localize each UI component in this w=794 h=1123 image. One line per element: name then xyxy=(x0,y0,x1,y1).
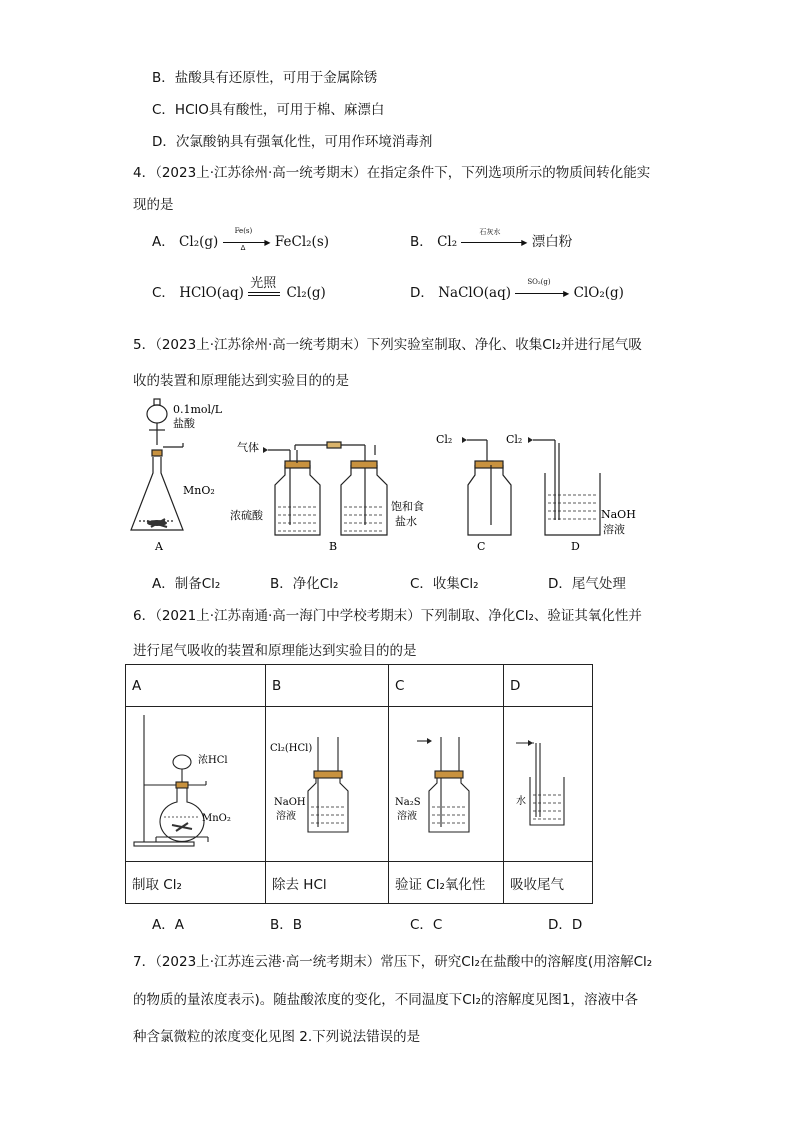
q6-option-d: D．D xyxy=(548,917,583,933)
label-mno2: MnO₂ xyxy=(183,484,215,497)
label-naoh: NaOH xyxy=(274,797,306,808)
apparatus-d xyxy=(533,440,600,535)
product: Cl₂(g) xyxy=(286,285,326,301)
label-sat-brine-2: 盐水 xyxy=(395,515,417,528)
label-sat-brine-1: 饱和食 xyxy=(391,500,424,513)
reaction-arrow: SO₂(g) ▶ xyxy=(515,286,569,300)
q7-line1: 7．（2023上·江苏连云港·高一统考期末）常压下，研究Cl₂在盐酸中的溶解度(用溶解Cl₂ xyxy=(133,954,653,970)
label-a: A xyxy=(155,540,163,553)
label-mno2: MnO₂ xyxy=(202,813,231,824)
q5-option-d: D．尾气处理 xyxy=(548,576,626,592)
label-solution-b: 溶液 xyxy=(276,811,296,822)
reactant: Cl₂(g) xyxy=(179,234,219,250)
label-gas-in: 气体 xyxy=(237,441,259,454)
q4-stem-line1: 4．（2023上·江苏徐州·高一统考期末）在指定条件下，下列选项所示的物质间转化能实 xyxy=(133,165,651,181)
q3-option-c: C．HClO具有酸性，可用于棉、麻漂白 xyxy=(152,102,385,118)
q3-option-b: B．盐酸具有还原性，可用于金属除锈 xyxy=(152,70,378,86)
q4-option-a xyxy=(152,227,330,252)
apparatus-b xyxy=(268,442,387,535)
reactant: HClO(aq) xyxy=(179,285,244,301)
caption-d: 吸收尾气 xyxy=(504,862,593,904)
q5-apparatus-diagram xyxy=(125,395,645,560)
label-hcl: 盐酸 xyxy=(173,417,195,430)
caption-c: 验证 Cl₂氧化性 xyxy=(389,862,504,904)
header-b: B xyxy=(266,665,389,707)
q6-stem-line2: 进行尾气吸收的装置和原理能达到实验目的的是 xyxy=(133,643,417,659)
caption-a: 制取 Cl₂ xyxy=(126,862,266,904)
table-header-row xyxy=(126,665,593,707)
q5-stem-line2: 收的装置和原理能达到实验目的的是 xyxy=(133,373,349,389)
header-d: D xyxy=(504,665,593,707)
caption-b: 除去 HCl xyxy=(266,862,389,904)
q4-option-c xyxy=(152,276,326,301)
reaction-arrow: 石灰水 ▶ xyxy=(461,235,527,249)
reactant: Cl₂ xyxy=(437,234,458,250)
product: 漂白粉 xyxy=(531,234,573,250)
apparatus-a-diagram xyxy=(126,707,259,857)
diagram-cell-c xyxy=(389,707,504,862)
header-a: A xyxy=(126,665,266,707)
q6-option-b: B．B xyxy=(270,917,303,933)
label-concentration: 0.1mol/L xyxy=(173,403,223,416)
reaction-arrow: 光照 xyxy=(248,286,282,300)
label-conc-hcl: 浓HCl xyxy=(198,755,228,766)
apparatus-c-diagram xyxy=(389,707,497,857)
apparatus-c xyxy=(467,440,511,535)
q6-options-table xyxy=(125,664,593,904)
table-diagram-row xyxy=(126,707,593,862)
label-c: C xyxy=(477,540,486,553)
apparatus-b-diagram xyxy=(266,707,382,857)
product: ClO₂(g) xyxy=(573,285,624,301)
diagram-cell-d xyxy=(504,707,593,862)
apparatus-d-diagram xyxy=(504,707,586,857)
label-b: B xyxy=(329,540,338,553)
q4-stem-line2: 现的是 xyxy=(133,197,174,213)
label-d: D xyxy=(571,540,580,553)
label-solution-c: 溶液 xyxy=(397,811,417,822)
option-label: D． xyxy=(410,285,434,301)
label-naoh: NaOH xyxy=(601,508,636,521)
label-cl2-c: Cl₂ xyxy=(436,433,453,446)
label-cl2-d: Cl₂ xyxy=(506,433,523,446)
option-label: C． xyxy=(152,285,175,301)
table-caption-row xyxy=(126,862,593,904)
q6-option-a: A．A xyxy=(152,917,184,933)
q5-option-c: C．收集Cl₂ xyxy=(410,576,479,592)
label-water: 水 xyxy=(516,796,526,807)
q7-line3: 种含氯微粒的浓度变化见图 2.下列说法错误的是 xyxy=(133,1029,421,1045)
label-gas-b: Cl₂(HCl) xyxy=(270,743,313,754)
label-solution: 溶液 xyxy=(603,523,625,536)
q3-option-d: D．次氯酸钠具有强氧化性，可用作环境消毒剂 xyxy=(152,134,433,150)
option-label: B． xyxy=(410,234,433,250)
q4-option-b xyxy=(410,230,572,250)
label-conc-h2so4: 浓硫酸 xyxy=(230,509,263,522)
q5-option-a: A．制备Cl₂ xyxy=(152,576,221,592)
header-c: C xyxy=(389,665,504,707)
product: FeCl₂(s) xyxy=(274,234,330,250)
option-label: A． xyxy=(152,234,175,250)
q5-stem-line1: 5．（2023上·江苏徐州·高一统考期末）下列实验室制取、净化、收集Cl₂并进行尾气吸 xyxy=(133,337,642,353)
diagram-cell-a xyxy=(126,707,266,862)
reactant: NaClO(aq) xyxy=(438,285,512,301)
q6-option-c: C．C xyxy=(410,917,443,933)
q4-option-d xyxy=(410,278,624,301)
diagram-cell-b xyxy=(266,707,389,862)
q5-option-b: B．净化Cl₂ xyxy=(270,576,339,592)
reaction-arrow: Fe(s) ▶ Δ xyxy=(223,235,271,249)
q7-line2: 的物质的量浓度表示)。随盐酸浓度的变化，不同温度下Cl₂的溶解度见图1，溶液中各 xyxy=(133,992,638,1008)
label-na2s: Na₂S xyxy=(395,797,421,808)
q6-stem-line1: 6．（2021上·江苏南通·高一海门中学校考期末）下列制取、净化Cl₂、验证其氧化性并 xyxy=(133,608,642,624)
